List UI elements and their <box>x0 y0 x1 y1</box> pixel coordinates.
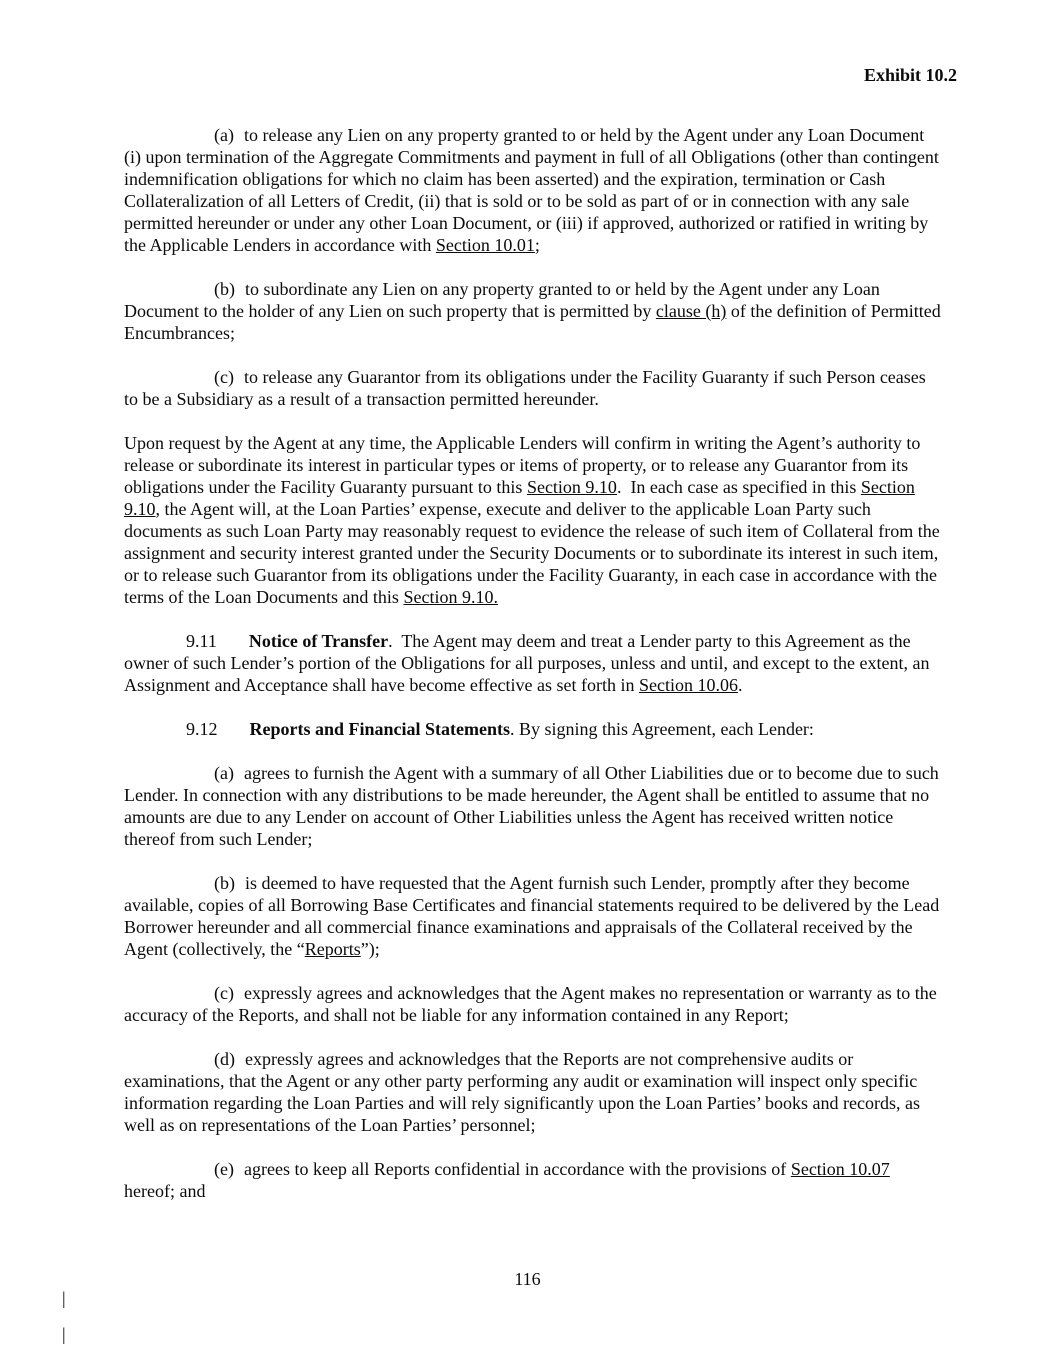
page-number: 116 <box>514 1269 541 1289</box>
paragraph-9-10-c <box>124 366 942 410</box>
section-reference: Section 9.10. <box>403 587 498 607</box>
tab-space <box>235 888 245 889</box>
text-run: (a) <box>214 125 234 145</box>
section-reference: Section 9.10 <box>526 477 617 497</box>
change-bar: | <box>62 1288 66 1308</box>
section-9-11 <box>124 630 942 696</box>
text-run: , the Agent will, at the Loan Parties’ expense, execute and deliver to the applicable Loan Party such documents as such Loan Party may reasonably request to evidence the release of such item of Collateral from the assignment and security interest granted under the Security Documents or to subordinate its interest in such item, or to release such Guarantor from its obligations under the Facility Guaranty, in each case in accordance with the terms of the Loan Documents and this <box>124 499 940 607</box>
exhibit-label: Exhibit 10.2 <box>863 65 957 85</box>
tab-space <box>235 294 245 295</box>
text-run: Upon request by the Agent at any time, the Applicable Lenders will confirm in writing the Agent’s authority to release or subordinate its interest in particular types or items of property, or to release any Guarantor from its obligations under the Facility Guaranty pursuant to this <box>124 433 921 497</box>
text-run: 9.12 <box>186 719 218 739</box>
text-run: (b) <box>214 279 235 299</box>
text-run: . <box>737 675 743 695</box>
text-run: agrees to furnish the Agent with a summary of all Other Liabilities due or to become due to such Lender. In connection with any distributions to be made hereunder, the Agent shall be entitled to assume that no amounts are due to any Lender on account of Other Liabilities unless the Agent has received written notice thereof from such Lender; <box>124 763 939 849</box>
text-run: . In each case as specified in this <box>616 477 861 497</box>
heading-text: Notice of Transfer <box>248 631 389 651</box>
tab-space <box>234 998 244 999</box>
text-run: (a) <box>214 763 234 783</box>
paragraph-9-12-e <box>124 1158 942 1202</box>
tab-space <box>234 382 244 383</box>
text-run: expressly agrees and acknowledges that the Reports are not comprehensive audits or examinations, that the Agent or any other party performing any audit or examination will inspect only specific information regarding the Loan Parties and will rely significantly upon the Loan Parties’ books and records, as well as on representations of the Loan Parties’ personnel; <box>124 1049 920 1135</box>
text-run: to release any Guarantor from its obligations under the Facility Guaranty if such Person ceases to be a Subsidiary as a result of a transaction permitted hereunder. <box>124 367 926 409</box>
section-reference: Reports <box>304 939 361 959</box>
text-run: to subordinate any Lien on any property granted to or held by the Agent under any Loan Document to the holder of any Lien on such property that is permitted by <box>124 279 880 321</box>
document-body <box>124 124 942 1202</box>
tab-space <box>234 140 244 141</box>
tab-space <box>218 734 250 735</box>
text-run: ; <box>534 235 540 255</box>
paragraph-9-12-c <box>124 982 942 1026</box>
text-run: (e) <box>214 1159 234 1179</box>
text-run: agrees to keep all Reports confidential in accordance with the provisions of <box>243 1159 791 1179</box>
section-reference: Section 10.07 <box>790 1159 890 1179</box>
tab-space <box>235 1064 245 1065</box>
tab-space <box>234 1174 244 1175</box>
tab-space <box>234 778 244 779</box>
text-run: (d) <box>214 1049 235 1069</box>
paragraph-upon-request <box>124 432 942 608</box>
section-9-12 <box>124 718 942 740</box>
text-run: . The Agent may deem and treat a Lender party to this Agreement as the owner of such Lender’s portion of the Obligations for all purposes, unless and until, and except to the extent, an Assignment and Acceptance shall have become effective as set forth in <box>124 631 930 695</box>
text-run: of the definition of Permitted Encumbrances; <box>124 301 941 343</box>
text-run: ”); <box>360 939 380 959</box>
paragraph-9-12-a <box>124 762 942 850</box>
text-run: (c) <box>214 367 234 387</box>
text-run: (c) <box>214 983 234 1003</box>
paragraph-9-10-b <box>124 278 942 344</box>
paragraph-9-10-a <box>124 124 942 256</box>
paragraph-9-12-b <box>124 872 942 960</box>
text-run: expressly agrees and acknowledges that the Agent makes no representation or warranty as to the accuracy of the Reports, and shall not be liable for any information contained in any Report; <box>124 983 937 1025</box>
text-run: to release any Lien on any property granted to or held by the Agent under any Loan Document (i) upon termination of the Aggregate Commitments and payment in full of all Obligations (other than contingent indemnification obligations for which no claim has been asserted) and the expiration, termination or Cash Collateralization of all Letters of Credit, (ii) that is sold or to be sold as part of or in connection with any sale permitted hereunder or under any other Loan Document, or (iii) if approved, authorized or ratified in writing by the Applicable Lenders in accordance with <box>124 125 939 255</box>
text-run: . By signing this Agreement, each Lender: <box>510 719 814 739</box>
heading-text: Reports and Financial Statements <box>249 719 510 739</box>
section-reference: Section 10.06 <box>638 675 738 695</box>
section-reference: clause (h) <box>655 301 727 321</box>
change-bar: | <box>62 1324 66 1344</box>
text-run: hereof; and <box>124 1181 206 1201</box>
text-run: (b) <box>214 873 235 893</box>
text-run: 9.11 <box>186 631 217 651</box>
tab-space <box>217 646 249 647</box>
section-reference: Section 10.01 <box>435 235 535 255</box>
section-reference: Section 9.10 <box>124 477 915 519</box>
text-run: is deemed to have requested that the Agent furnish such Lender, promptly after they become available, copies of all Borrowing Base Certificates and financial statements required to be delivered by the Lead Borrower hereunder and all commercial finance examinations and appraisals of the Collateral received by the Agent (collectively, the “ <box>124 873 940 959</box>
paragraph-9-12-d <box>124 1048 942 1136</box>
